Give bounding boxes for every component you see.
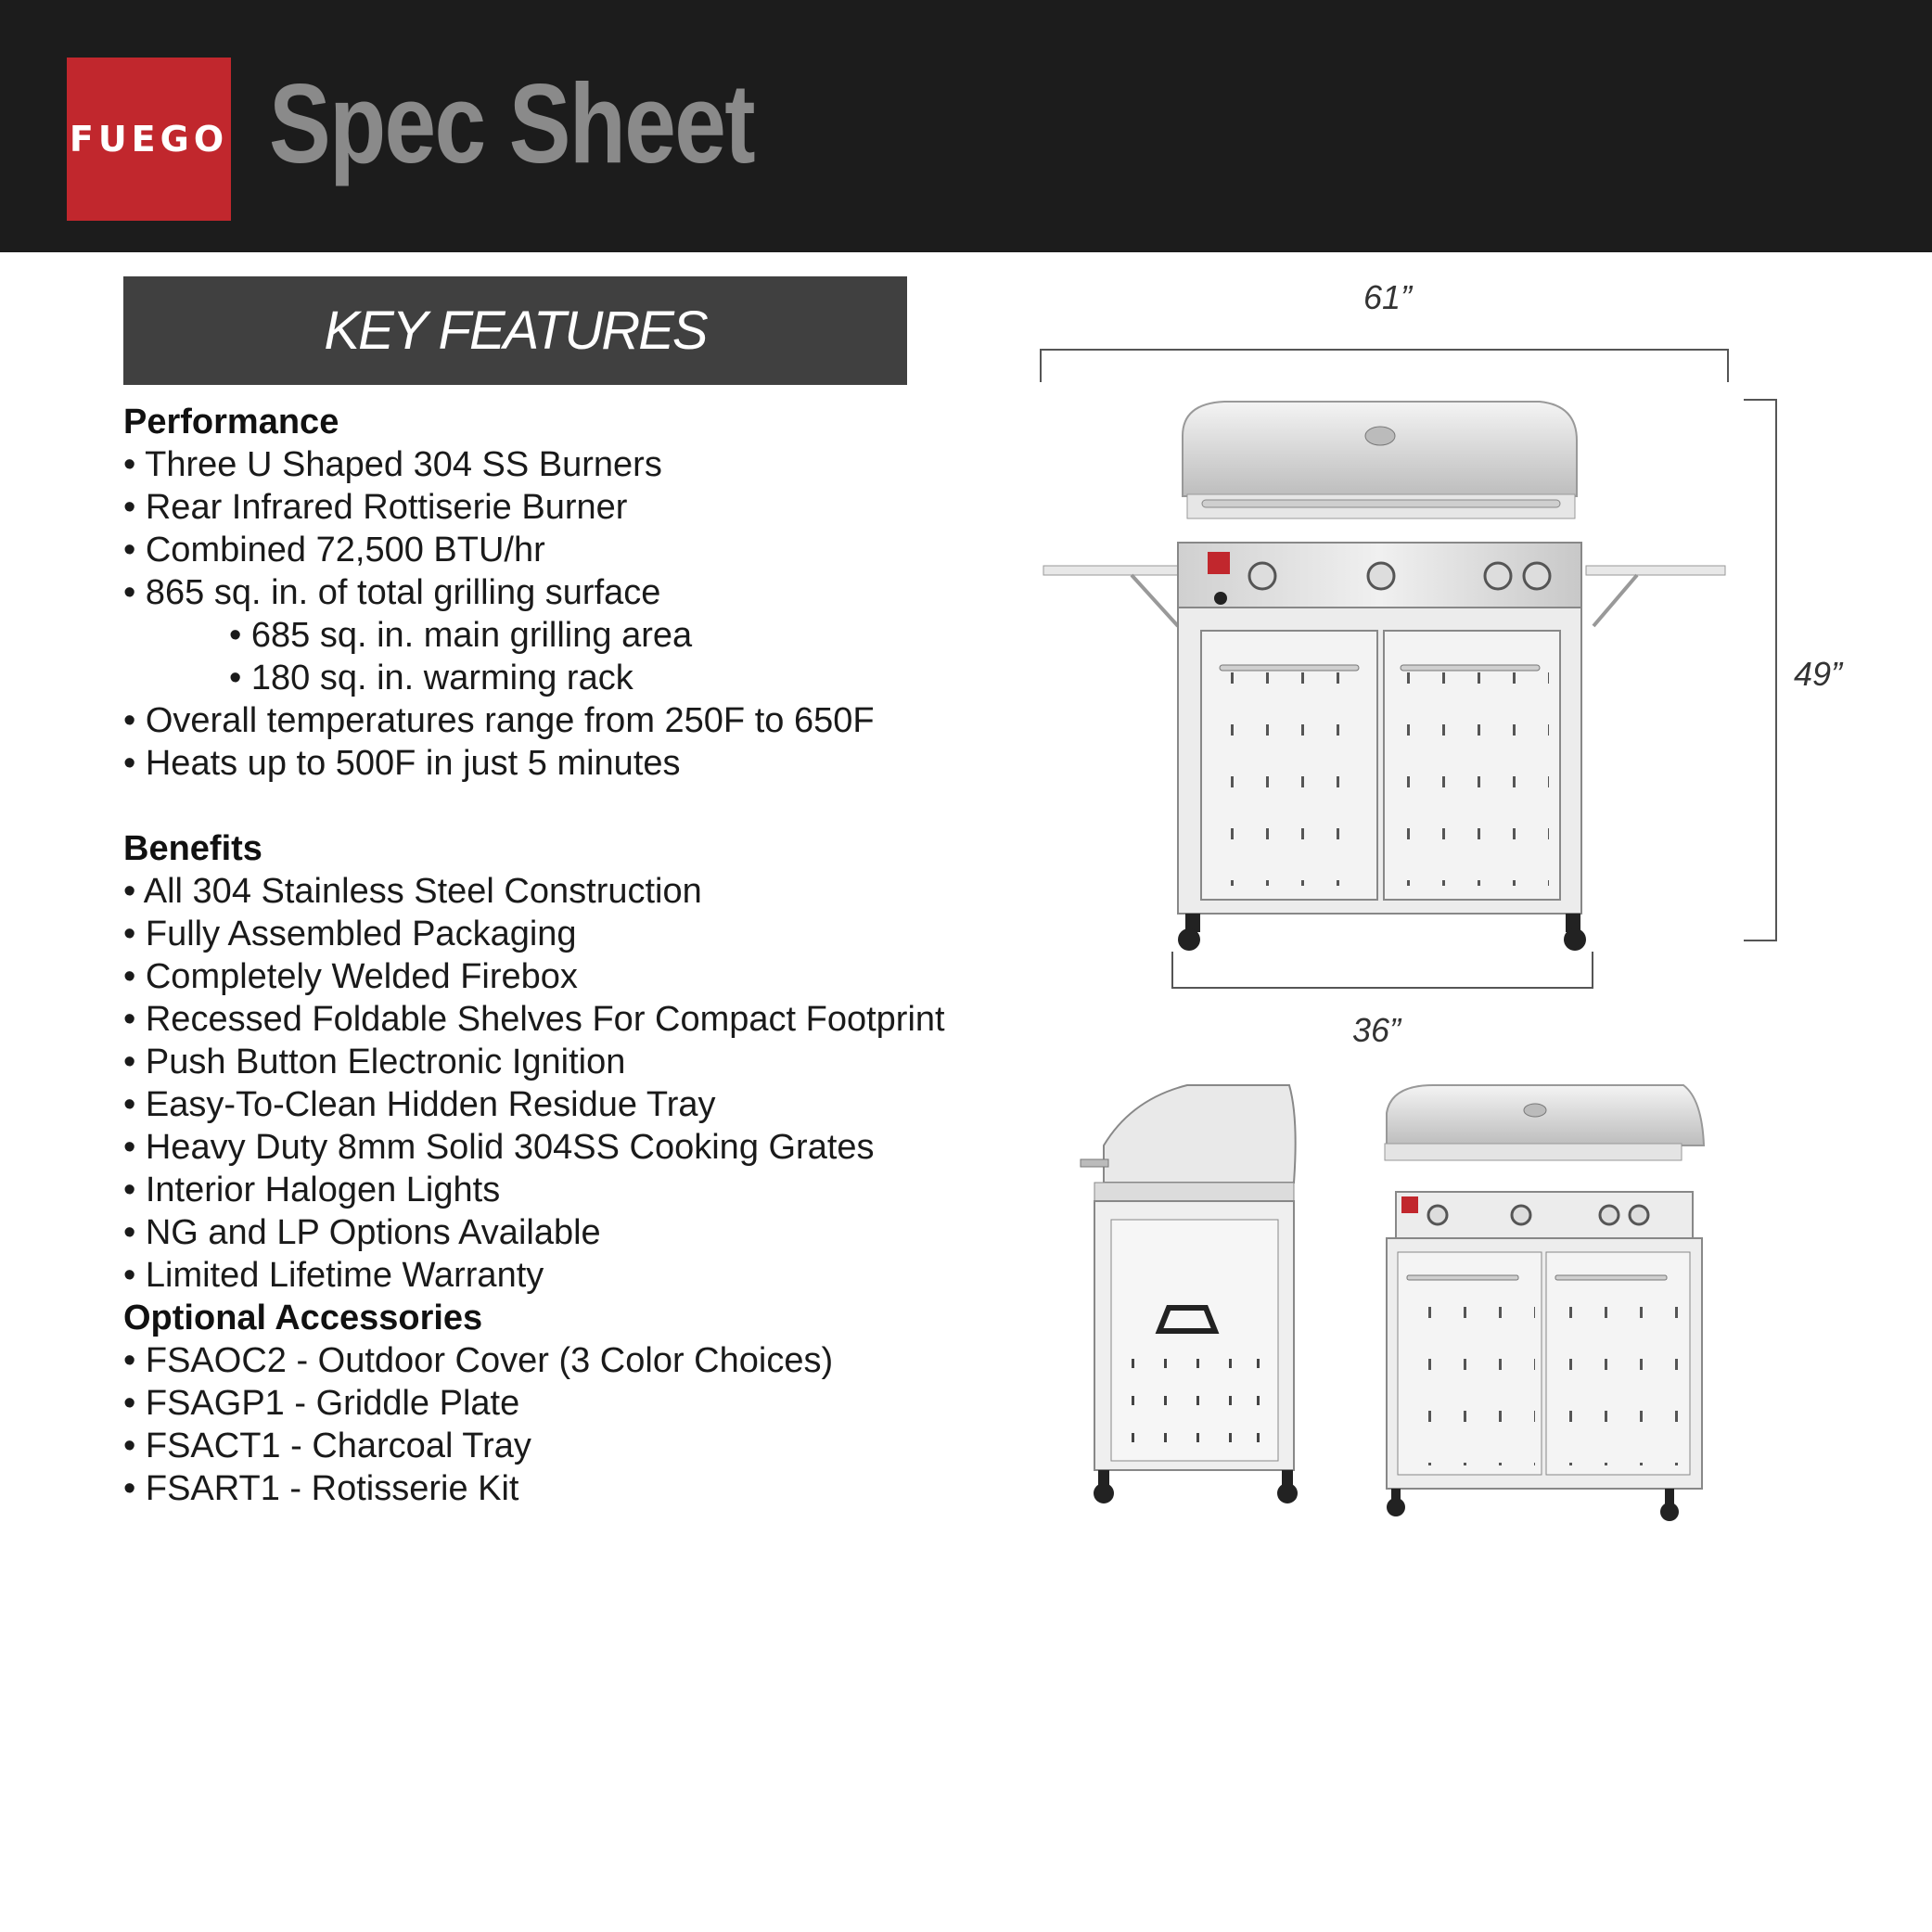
height-dimension-tick-bottom [1744, 940, 1777, 941]
section-spacer [123, 785, 1014, 827]
key-features-banner [123, 276, 907, 385]
height-dimension-tick-top [1744, 399, 1777, 401]
list-item: • Rear Infrared Rottiserie Burner [123, 488, 628, 527]
grill-side-image [1076, 1081, 1299, 1516]
width-dimension-label: 61” [1363, 278, 1413, 316]
list-item: • Recessed Foldable Shelves For Compact Footprint [123, 1000, 945, 1039]
width-dimension-line [1040, 349, 1729, 351]
grill-angle-image [1377, 1081, 1711, 1526]
grill-front-image [1039, 394, 1730, 955]
section-title: Optional Accessories [123, 1299, 483, 1337]
list-item: • Heats up to 500F in just 5 minutes [123, 744, 681, 783]
key-features-heading: KEY FEATURES [324, 301, 707, 361]
list-item: • Combined 72,500 BTU/hr [123, 531, 545, 569]
accessories-section [123, 1297, 1014, 1510]
height-dimension-line [1775, 399, 1777, 941]
logo-text: FUEGO [69, 119, 229, 160]
fuego-logo [67, 58, 231, 221]
list-item: • FSAOC2 - Outdoor Cover (3 Color Choices) [123, 1341, 834, 1380]
width-dimension-tick-right [1727, 349, 1729, 382]
list-item: • FSACT1 - Charcoal Tray [123, 1427, 531, 1465]
cart-width-dimension-tick-left [1171, 952, 1173, 989]
list-subitem: • 180 sq. in. warming rack [229, 659, 633, 697]
list-item: • Push Button Electronic Ignition [123, 1043, 626, 1081]
list-item: • Heavy Duty 8mm Solid 304SS Cooking Grates [123, 1128, 875, 1167]
features-list [123, 401, 1014, 1510]
height-dimension-label: 49” [1794, 655, 1843, 693]
list-item: • 865 sq. in. of total grilling surface [123, 573, 661, 612]
list-item: • Interior Halogen Lights [123, 1171, 501, 1209]
cart-width-dimension-label: 36” [1352, 1011, 1401, 1049]
header-bar [0, 0, 1932, 252]
list-item: • FSAGP1 - Griddle Plate [123, 1384, 520, 1423]
list-item: • NG and LP Options Available [123, 1213, 601, 1252]
list-item: • Easy-To-Clean Hidden Residue Tray [123, 1085, 716, 1124]
cart-width-dimension-line [1171, 987, 1593, 989]
list-item: • FSART1 - Rotisserie Kit [123, 1469, 519, 1508]
section-title: Performance [123, 403, 339, 441]
list-item: • Overall temperatures range from 250F to 650F [123, 701, 875, 740]
list-item: • All 304 Stainless Steel Construction [123, 872, 702, 911]
list-item: • Three U Shaped 304 SS Burners [123, 445, 662, 484]
section-title: Benefits [123, 829, 262, 868]
performance-section [123, 401, 1014, 785]
benefits-section [123, 827, 1014, 1297]
list-subitem: • 685 sq. in. main grilling area [229, 616, 693, 655]
list-item: • Completely Welded Firebox [123, 957, 578, 996]
cart-width-dimension-tick-right [1592, 952, 1593, 989]
width-dimension-tick-left [1040, 349, 1042, 382]
page-title: Spec Sheet [269, 60, 754, 186]
list-item: • Limited Lifetime Warranty [123, 1256, 544, 1295]
list-item: • Fully Assembled Packaging [123, 915, 577, 953]
